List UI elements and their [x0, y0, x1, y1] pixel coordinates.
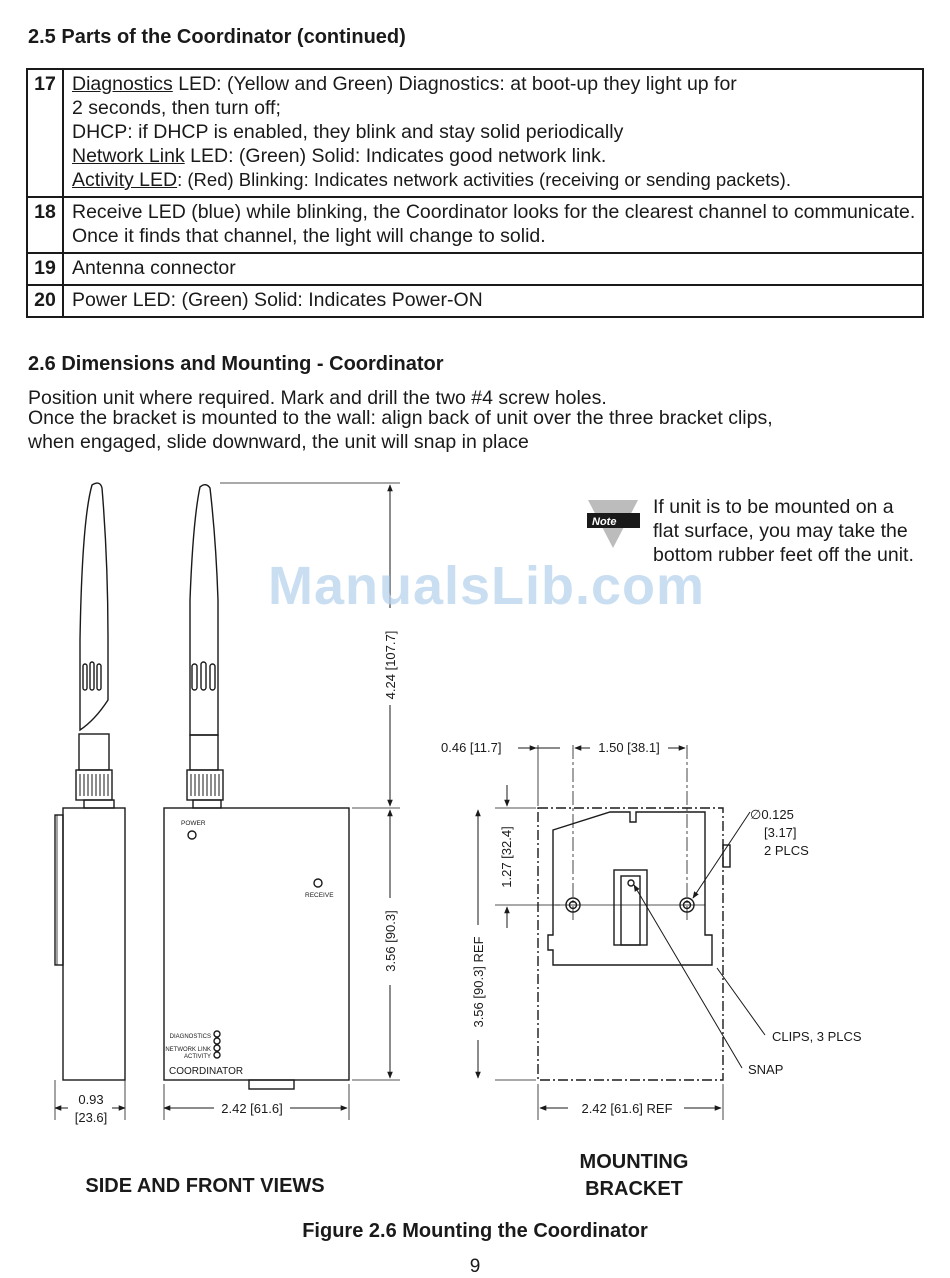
row-number: 18	[27, 197, 63, 253]
caption-side-front-views: SIDE AND FRONT VIEWS	[85, 1175, 325, 1197]
dim-hole-spacing: 1.50 [38.1]	[598, 740, 660, 755]
watermark: ManualsLib.com	[268, 556, 706, 616]
dim-hole-diameter: ∅0.125	[750, 807, 794, 822]
row-number: 17	[27, 69, 63, 197]
front-connector	[187, 770, 223, 800]
receive-led-icon	[314, 879, 322, 887]
dim-hole-diameter-mm: [3.17]	[764, 825, 797, 840]
label-power: POWER	[181, 820, 206, 827]
caption-mounting: MOUNTING	[579, 1151, 689, 1173]
note-text: If unit is to be mounted on a flat surface, you may take the bottom rubber feet off the unit.	[653, 496, 914, 566]
mounting-bracket-view	[478, 745, 765, 1120]
label-clips: CLIPS, 3 PLCS	[772, 1029, 862, 1044]
dim-side-width: 0.93	[78, 1092, 104, 1107]
label-activity: ACTIVITY	[183, 1054, 211, 1060]
extra-led-icon	[214, 1052, 220, 1058]
dim-side-width-mm: [23.6]	[74, 1110, 108, 1125]
label-network-link: NETWORK LINK	[165, 1047, 211, 1053]
bracket-outline	[538, 808, 723, 1080]
page-number: 9	[469, 1256, 481, 1277]
label-diagnostics: DIAGNOSTICS	[169, 1034, 211, 1040]
snap-clip	[614, 870, 647, 945]
side-connector	[76, 770, 112, 800]
note-badge-label: Note	[592, 516, 617, 528]
note-icon	[587, 500, 640, 548]
side-clip	[55, 815, 63, 965]
diagnostics-text-2: 2 seconds, then turn off;	[72, 97, 281, 119]
figure-caption: Figure 2.6 Mounting the Coordinator	[302, 1220, 648, 1242]
section-heading-2-6: 2.6 Dimensions and Mounting - Coordinator	[28, 353, 444, 375]
dim-hole-count: 2 PLCS	[764, 843, 809, 858]
dim-hole-height: 1.27 [32.4]	[499, 826, 514, 888]
front-antenna	[190, 485, 218, 735]
dim-height-body: 3.56 [90.3]	[383, 910, 398, 972]
dim-bracket-width: 2.42 [61.6] REF	[581, 1101, 673, 1116]
mount-instruction-1: Position unit where required. Mark and drill the two #4 screw holes.	[28, 387, 607, 409]
front-bottom-tab	[249, 1080, 294, 1089]
network-led-icon	[214, 1038, 220, 1044]
dim-front-width: 2.42 [61.6]	[221, 1101, 283, 1116]
dim-bracket-offset: 0.46 [11.7]	[441, 740, 502, 755]
caption-bracket: BRACKET	[585, 1178, 683, 1200]
network-link-text: LED: (Green) Solid: Indicates good network link.	[184, 145, 607, 167]
diagnostics-label: Diagnostics	[72, 73, 173, 95]
diagnostics-led-icon	[214, 1031, 220, 1037]
label-coordinator: COORDINATOR	[169, 1066, 244, 1077]
row-description: Receive LED (blue) while blinking, the Coordinator looks for the clearest channel to communicate. Once it finds that channel, the light will change to solid.	[63, 197, 923, 253]
row-description: Antenna connector	[63, 253, 923, 285]
mount-instruction-3: when engaged, slide downward, the unit will snap in place	[28, 431, 529, 453]
label-receive: RECEIVE	[305, 892, 334, 899]
dhcp-text: DHCP: if DHCP is enabled, they blink and stay solid periodically	[72, 121, 624, 143]
row-description: Power LED: (Green) Solid: Indicates Power-ON	[63, 285, 923, 317]
row-number: 19	[27, 253, 63, 285]
side-antenna	[80, 483, 108, 730]
activity-led-text: : (Red) Blinking: Indicates network activities (receiving or sending packets).	[177, 169, 791, 190]
label-snap: SNAP	[748, 1062, 784, 1077]
side-view	[55, 483, 125, 1120]
dim-height-antenna: 4.24 [107.7]	[383, 630, 398, 700]
power-led-icon	[188, 831, 196, 839]
activity-led-icon	[214, 1045, 220, 1051]
dim-bracket-height: 3.56 [90.3] REF	[471, 936, 486, 1028]
activity-led-label: Activity LED	[72, 169, 178, 191]
mount-instruction-2: Once the bracket is mounted to the wall: align back of unit over the three bracket clips,	[28, 407, 773, 429]
side-body	[63, 808, 125, 1080]
network-link-label: Network Link	[72, 145, 185, 167]
side-antenna-collar	[79, 734, 109, 770]
row-number: 20	[27, 285, 63, 317]
antenna-grip-icon	[192, 662, 215, 690]
section-heading-2-5: 2.5 Parts of the Coordinator (continued)	[28, 26, 406, 48]
diagnostics-text: LED: (Yellow and Green) Diagnostics: at boot-up they light up for	[172, 73, 737, 95]
antenna-grip-icon	[83, 662, 101, 690]
